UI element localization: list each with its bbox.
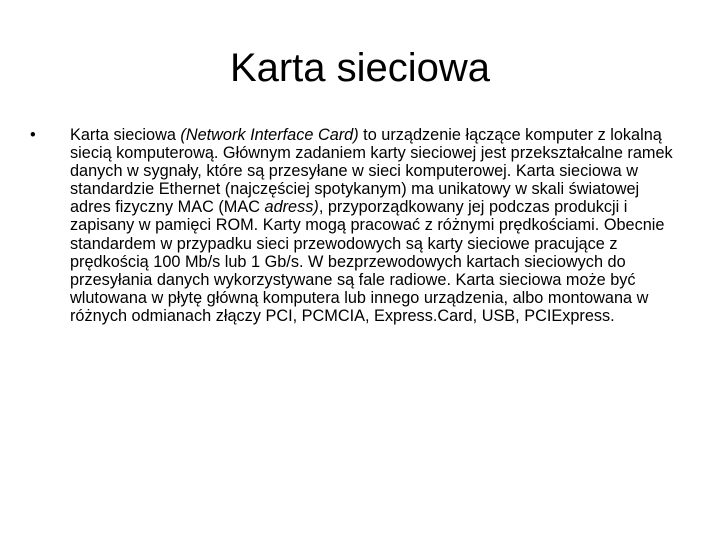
- bullet-list: [30, 126, 680, 325]
- bullet-marker-icon: •: [30, 126, 36, 144]
- bullet-text-nic-term: (Network Interface Card): [180, 126, 359, 144]
- slide-title: Karta sieciowa: [229, 46, 491, 90]
- bullet-text-mac-term: adress): [264, 198, 319, 217]
- bullet-text-part3: to urządzenie łączące komputer z lokalną siecią komputerową. Głównym zadaniem karty sieciowej jest przekształcalne ramek danych w sygnały, które są przesyłane w sieci komputerowej. Karta sieciowa w standardzie Ethernet (najczęściej spotykanym) ma unikatowy w skali światowej adres fizyczny MAC (MAC: [70, 126, 673, 217]
- bullet-text-part1: Karta sieciowa: [70, 126, 181, 144]
- bullet-item: [30, 126, 680, 325]
- bullet-text-part5: , przyporządkowany jej podczas produkcji i zapisany w pamięci ROM. Karty mogą pracować z różnymi prędkościami. Obecnie standardem w przypadku sieci przewodowych są karty sieciowe pracujące z prędkością 100 Mb/s lub 1 Gb/s. W bezprzewodowych kartach sieciowych do przesyłania danych wykorzystywane są fale radiowe. Karta sieciowa może być wlutowana w płytę główną komputera lub innego urządzenia, albo montowana w różnych odmianach złączy PCI, PCMCIA, Express.Card, USB, PCIExpress.: [70, 198, 665, 325]
